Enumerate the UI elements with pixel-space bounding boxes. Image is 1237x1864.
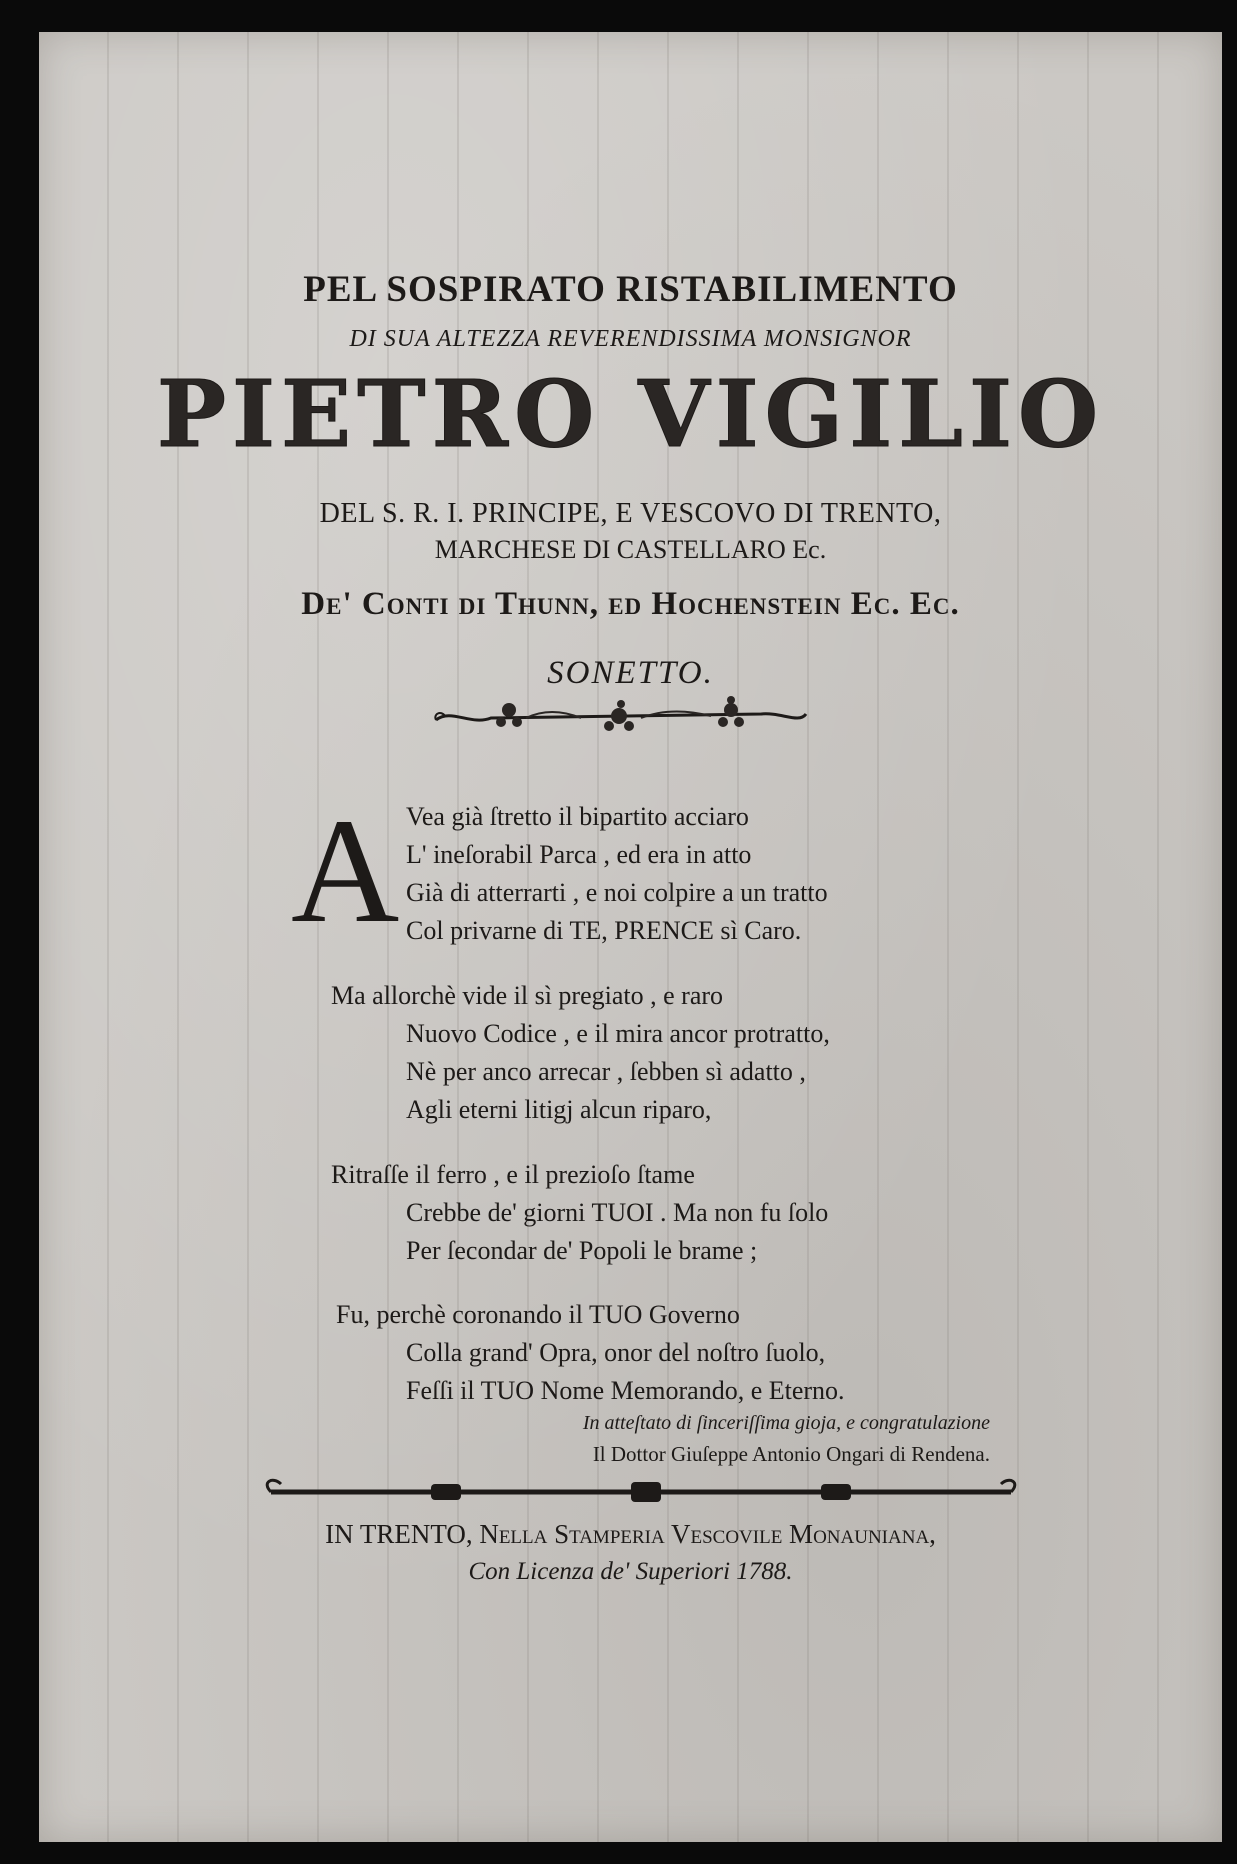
header-line-1: PEL SOSPIRATO RISTABILIMENTO xyxy=(303,269,958,310)
poem-line: Colla grand' Opra, onor del noſtro ſuolo, xyxy=(406,1338,826,1367)
poem-line: Fu, perchè coronando il TUO Governo xyxy=(336,1300,740,1329)
poem-line: Agli eterni litigj alcun riparo, xyxy=(406,1095,712,1124)
poem-line: Ma allorchè vide il sì pregiato , e raro xyxy=(331,981,724,1010)
header-line-2: DI SUA ALTEZZA REVERENDISSIMA MONSIGNOR xyxy=(349,326,912,352)
poem-line: Vea già ſtretto il bipartito acciaro xyxy=(406,802,749,831)
dedication-line: In atteſtato di ſinceriſſima gioja, e congratulazione xyxy=(582,1412,990,1434)
imprint-line-2: Con Licenza de' Superiori 1788. xyxy=(468,1558,793,1585)
poem-line: Nè per anco arrecar , ſebben sì adatto , xyxy=(406,1057,806,1086)
author-line: Il Dottor Giuſeppe Antonio Ongari di Rendena. xyxy=(592,1442,990,1466)
poem-line: L' ineſorabil Parca , ed era in atto xyxy=(406,840,752,869)
header-name-text: PIETRO VIGILIO xyxy=(156,360,1105,468)
poem-line: Feſſi il TUO Nome Memorando, e Eterno. xyxy=(406,1376,845,1405)
poem-line: Per ſecondar de' Popoli le brame ; xyxy=(406,1236,758,1265)
poem-line: Nuovo Codice , e il mira ancor protratto, xyxy=(406,1019,830,1048)
document-sheet xyxy=(39,32,1222,1842)
floral-ornament-icon xyxy=(431,692,811,742)
header-line-4: DEL S. R. I. PRINCIPE, E VESCOVO DI TRENTO, xyxy=(319,498,942,529)
poem-line: Ritraſſe il ferro , e il prezioſo ſtame xyxy=(331,1160,695,1189)
poem-line: Crebbe de' giorni TUOI . Ma non fu ſolo xyxy=(406,1198,829,1227)
imprint-line-1: IN TRENTO, Nella Stamperia Vescovile Monauniana, xyxy=(325,1519,936,1549)
poem-line: Già di atterrarti , e noi colpire a un tratto xyxy=(406,878,828,907)
genre-title: SONETTO. xyxy=(547,655,714,691)
header-name xyxy=(39,360,1222,468)
drop-cap: A xyxy=(291,788,400,954)
header-line-6: De' Conti di Thunn, ed Hochenstein Ec. Ec. xyxy=(301,586,960,622)
border-ornament-icon xyxy=(261,1472,1021,1508)
header-line-5: MARCHESE DI CASTELLARO Ec. xyxy=(434,535,827,564)
poem-line: Col privarne di TE, PRENCE sì Caro. xyxy=(406,916,802,945)
